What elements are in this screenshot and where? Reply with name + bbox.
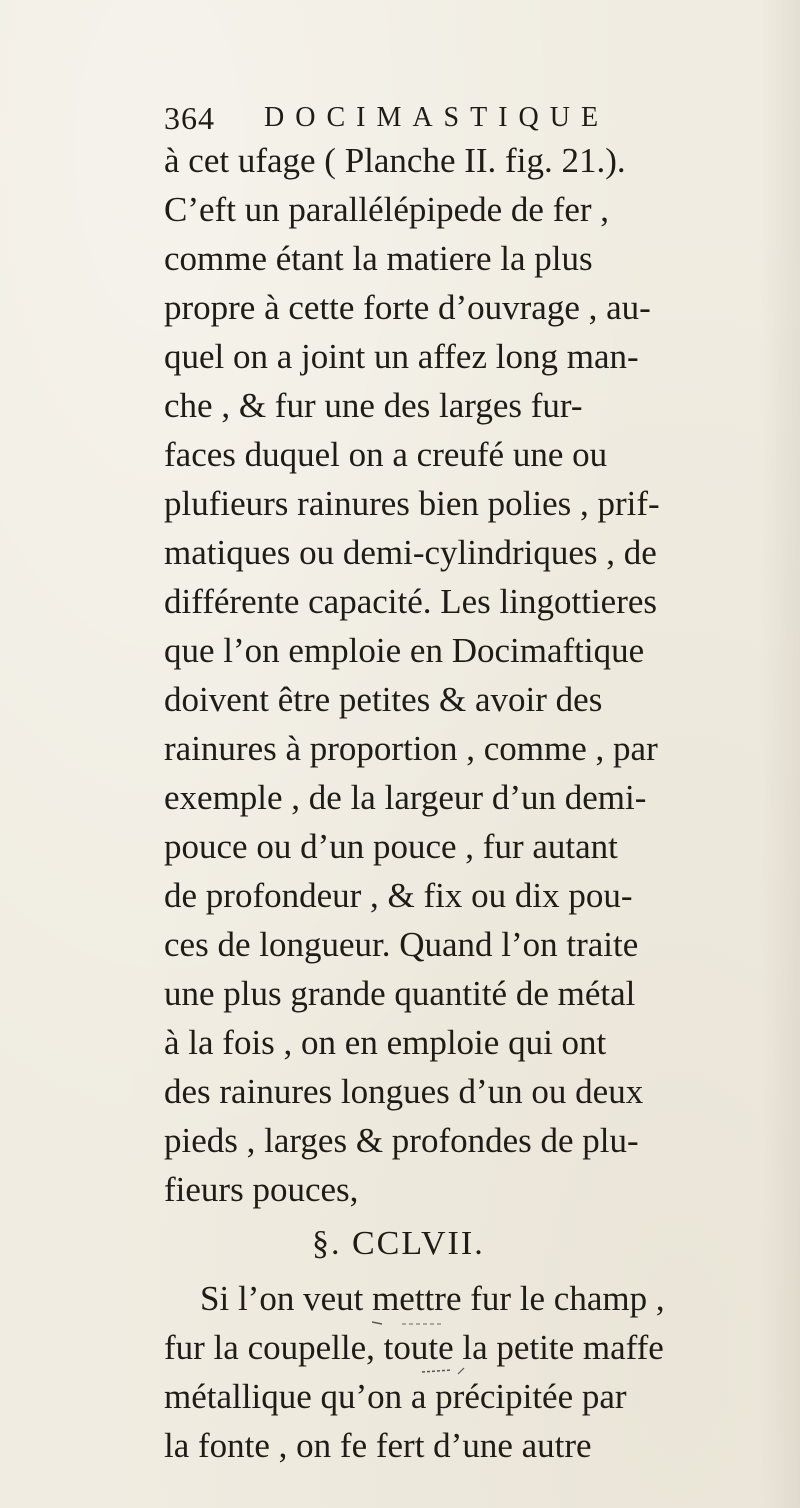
text-line: doivent être petites & avoir des (164, 680, 603, 719)
text-line: fieurs pouces, (164, 1170, 359, 1209)
text-line: de profondeur , & fix ou dix pou- (164, 876, 633, 915)
text-line: pouce ou d’un pouce , fur autant (164, 827, 618, 866)
text-line: la fonte , on fe fert d’une autre (164, 1426, 592, 1465)
text-line: che , & fur une des larges fur- (164, 386, 583, 425)
text-line: rainures à proportion , comme , par (164, 729, 658, 768)
text-line: métallique qu’on a précipitée par (164, 1377, 627, 1416)
text-line: à cet ufage ( Planche II. fig. 21.). (164, 141, 626, 180)
page-number: 364 (164, 100, 215, 136)
text-line: Si l’on veut mettre fur le champ , (200, 1279, 665, 1318)
text-line: plufieurs rainures bien polies , prif- (164, 484, 660, 523)
text-line: exemple , de la largeur d’un demi- (164, 778, 647, 817)
running-title: DOCIMASTIQUE (264, 102, 610, 133)
text-line: fur la coupelle, toute la petite maffe (164, 1328, 664, 1367)
body-text (164, 136, 784, 1470)
text-line: matiques ou demi-cylindriques , de (164, 533, 657, 572)
text-line: pieds , larges & profondes de plu- (164, 1121, 639, 1160)
text-line: comme étant la matiere la plus (164, 239, 593, 278)
ink-specks (372, 1318, 492, 1388)
text-line: différente capacité. Les lingottieres (164, 582, 658, 621)
text-line: à la fois , on en emploie qui ont (164, 1023, 607, 1062)
text-line: C’eft un parallélépipede de fer , (164, 190, 610, 229)
text-line: une plus grande quantité de métal (164, 974, 636, 1013)
text-line: que l’on emploie en Docimaftique (164, 631, 645, 670)
text-line: propre à cette forte d’ouvrage , au- (164, 288, 651, 327)
page-header (164, 96, 724, 140)
text-line: quel on a joint un affez long man- (164, 337, 639, 376)
text-line: faces duquel on a creufé une ou (164, 435, 608, 474)
text-line: ces de longueur. Quand l’on traite (164, 925, 639, 964)
section-heading: §. CCLVII. (312, 1225, 485, 1262)
text-line: des rainures longues d’un ou deux (164, 1072, 644, 1111)
